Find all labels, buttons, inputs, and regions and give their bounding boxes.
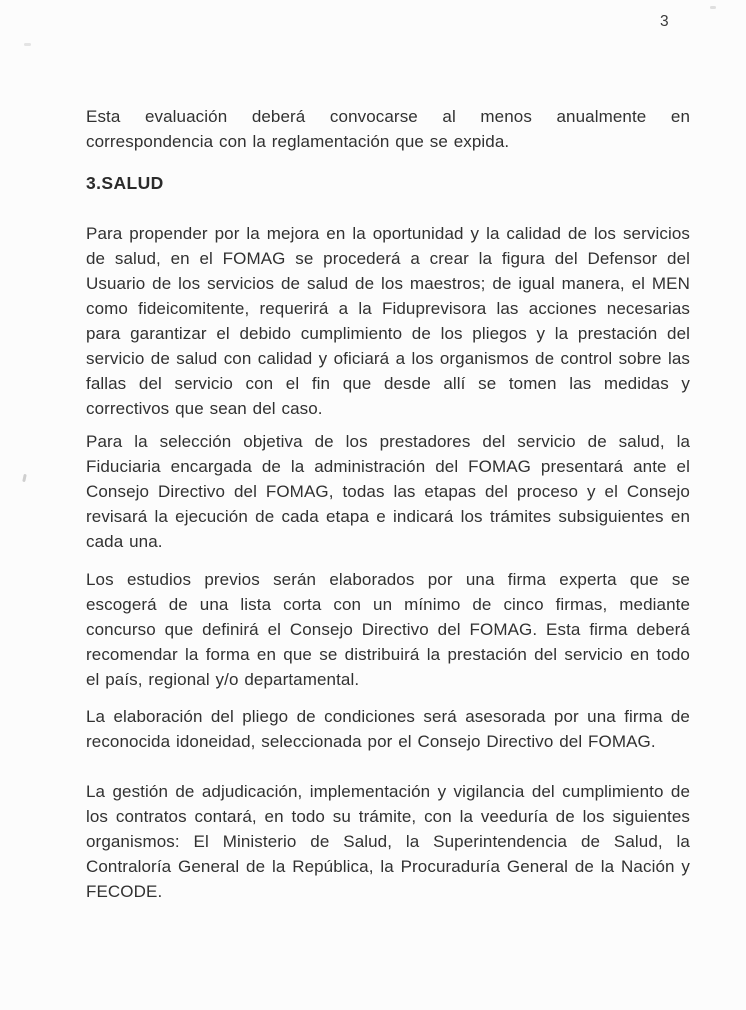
paragraph-pliego-condiciones: La elaboración del pliego de condiciones será asesorada por una firma de reconocida idoneidad, seleccionada por el Consejo Directivo del FOMAG.	[86, 707, 690, 751]
paragraph-defensor-usuario: Para propender por la mejora en la oportunidad y la calidad de los servicios de salud, en el FOMAG se procederá a crear la figura del Defensor del Usuario de los servicios de salud de los maestros; de igual manera, el MEN como fideicomitente, requerirá a la Fiduprevisora las acciones necesarias para garantizar el debido cumplimiento de los pliegos y la prestación del servicio de salud con calidad y oficiará a los organismos de control sobre las fallas del servicio con el fin que desde allí se tomen las medidas y correctivos que sean del caso.	[86, 224, 690, 418]
paragraph-estudios-previos: Los estudios previos serán elaborados por una firma experta que se escogerá de una lista corta con un mínimo de cinco firmas, mediante concurso que definirá el Consejo Directivo del FOMAG. Esta firma deberá recomendar la forma en que se distribuirá la prestación del servicio en todo el país, regional y/o departamental.	[86, 570, 690, 689]
page-number: 3	[660, 13, 669, 30]
scan-artifact	[22, 474, 27, 482]
scan-artifact	[710, 6, 716, 9]
paragraph-gestion-adjudicacion: La gestión de adjudicación, implementación y vigilancia del cumplimiento de los contratos contará, en todo su trámite, con la veeduría de los siguientes organismos: El Ministerio de Salud, la Superintendencia de Salud, la Contraloría General de la República, la Procuraduría General de la Nación y FECODE.	[86, 782, 690, 901]
paragraph-evaluacion: Esta evaluación deberá convocarse al menos anualmente en correspondencia con la reglamentación que se expida.	[86, 107, 690, 151]
section-heading-salud: 3.SALUD	[86, 173, 164, 193]
document-body	[86, 0, 690, 904]
paragraph-seleccion-prestadores: Para la selección objetiva de los prestadores del servicio de salud, la Fiduciaria encargada de la administración del FOMAG presentará ante el Consejo Directivo del FOMAG, todas las etapas del proceso y el Consejo revisará la ejecución de cada etapa e indicará los trámites subsiguientes en cada una.	[86, 432, 690, 551]
scan-artifact	[24, 43, 31, 46]
